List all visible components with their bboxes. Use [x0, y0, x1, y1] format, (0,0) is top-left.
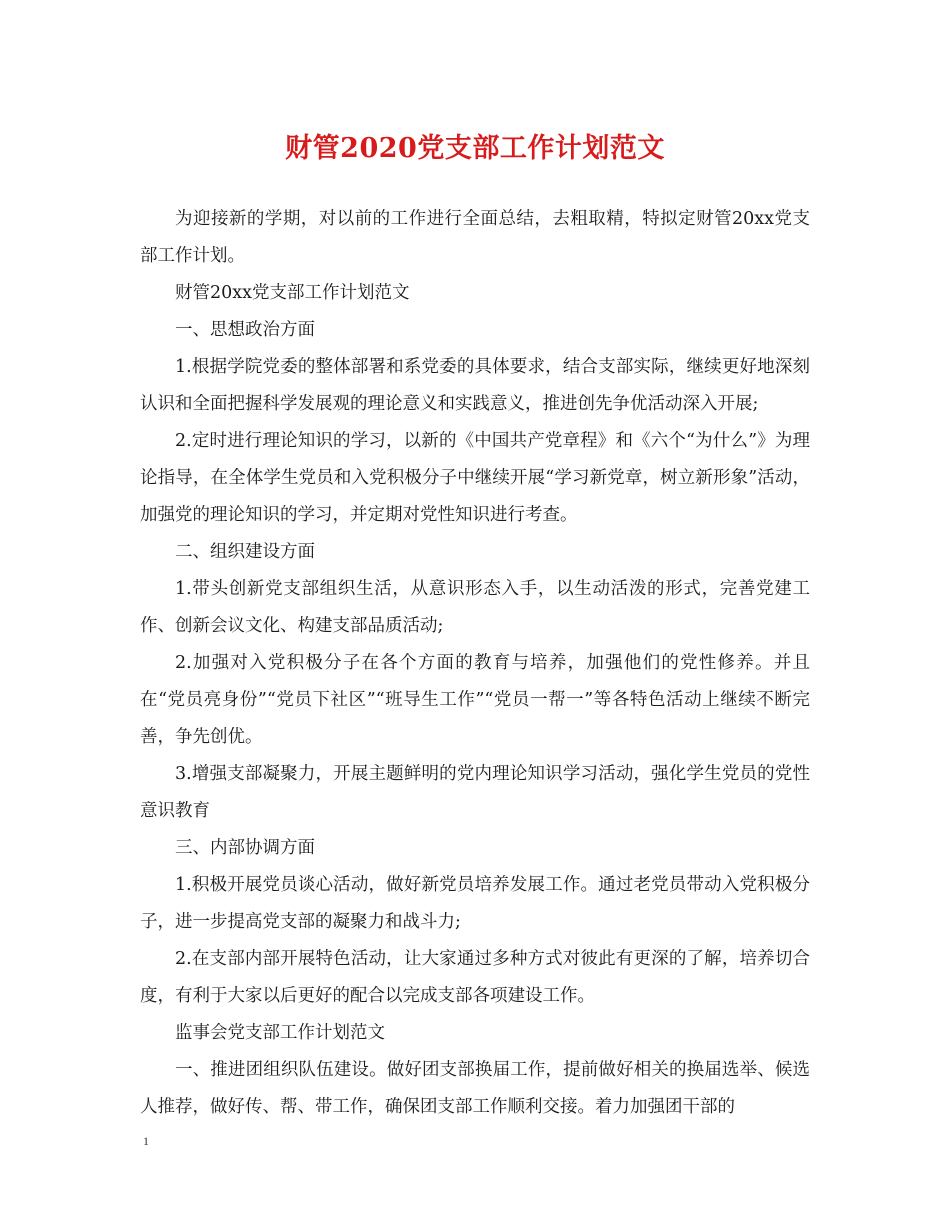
document-title: 财管2020党支部工作计划范文	[285, 133, 665, 164]
section-heading-ideology: 一、思想政治方面	[175, 320, 315, 340]
paragraph-item: 2.在支部内部开展特色活动，让大家通过多种方式对彼此有更深的了解，培养切合度，有利于大家以后更好的配合以完成支部各项建设工作。	[140, 949, 810, 1006]
section-heading-coordination: 三、内部协调方面	[175, 838, 315, 858]
paragraph-subtitle-2: 监事会党支部工作计划范文	[175, 1023, 385, 1043]
page-number: 1	[143, 1134, 149, 1148]
paragraph-item: 1.根据学院党委的整体部署和系党委的具体要求，结合支部实际，继续更好地深刻认识和全面把握科学发展观的理论意义和实践意义，推进创先争优活动深入开展;	[140, 357, 810, 414]
paragraph-item: 2.定时进行理论知识的学习，以新的《中国共产党章程》和《六个“为什么”》为理论指导，在全体学生党员和入党积极分子中继续开展“学习新党章，树立新形象”活动，加强党的理论知识的学习，并定期对党性知识进行考查。	[140, 431, 810, 525]
paragraph-item: 3.增强支部凝聚力，开展主题鲜明的党内理论知识学习活动，强化学生党员的党性意识教育	[140, 764, 810, 821]
paragraph-item: 1.积极开展党员谈心活动，做好新党员培养发展工作。通过老党员带动入党积极分子，进一步提高党支部的凝聚力和战斗力;	[140, 875, 810, 932]
paragraph-item: 一、推进团组织队伍建设。做好团支部换届工作，提前做好相关的换届选举、候选人推荐，做好传、帮、带工作，确保团支部工作顺利交接。着力加强团干部的	[140, 1060, 810, 1117]
paragraph-item: 2.加强对入党积极分子在各个方面的教育与培养，加强他们的党性修养。并且在“党员亮身份”“党员下社区”“班导生工作”“党员一帮一”等各特色活动上继续不断完善，争先创优。	[140, 653, 810, 747]
paragraph-subtitle: 财管20xx党支部工作计划范文	[175, 283, 410, 303]
paragraph-intro: 为迎接新的学期，对以前的工作进行全面总结，去粗取精，特拟定财管20xx党支部工作计划。	[140, 209, 810, 266]
section-heading-organization: 二、组织建设方面	[175, 542, 315, 562]
document-body	[140, 201, 810, 1126]
paragraph-item: 1.带头创新党支部组织生活，从意识形态入手，以生动活泼的形式，完善党建工作、创新会议文化、构建支部品质活动;	[140, 579, 810, 636]
